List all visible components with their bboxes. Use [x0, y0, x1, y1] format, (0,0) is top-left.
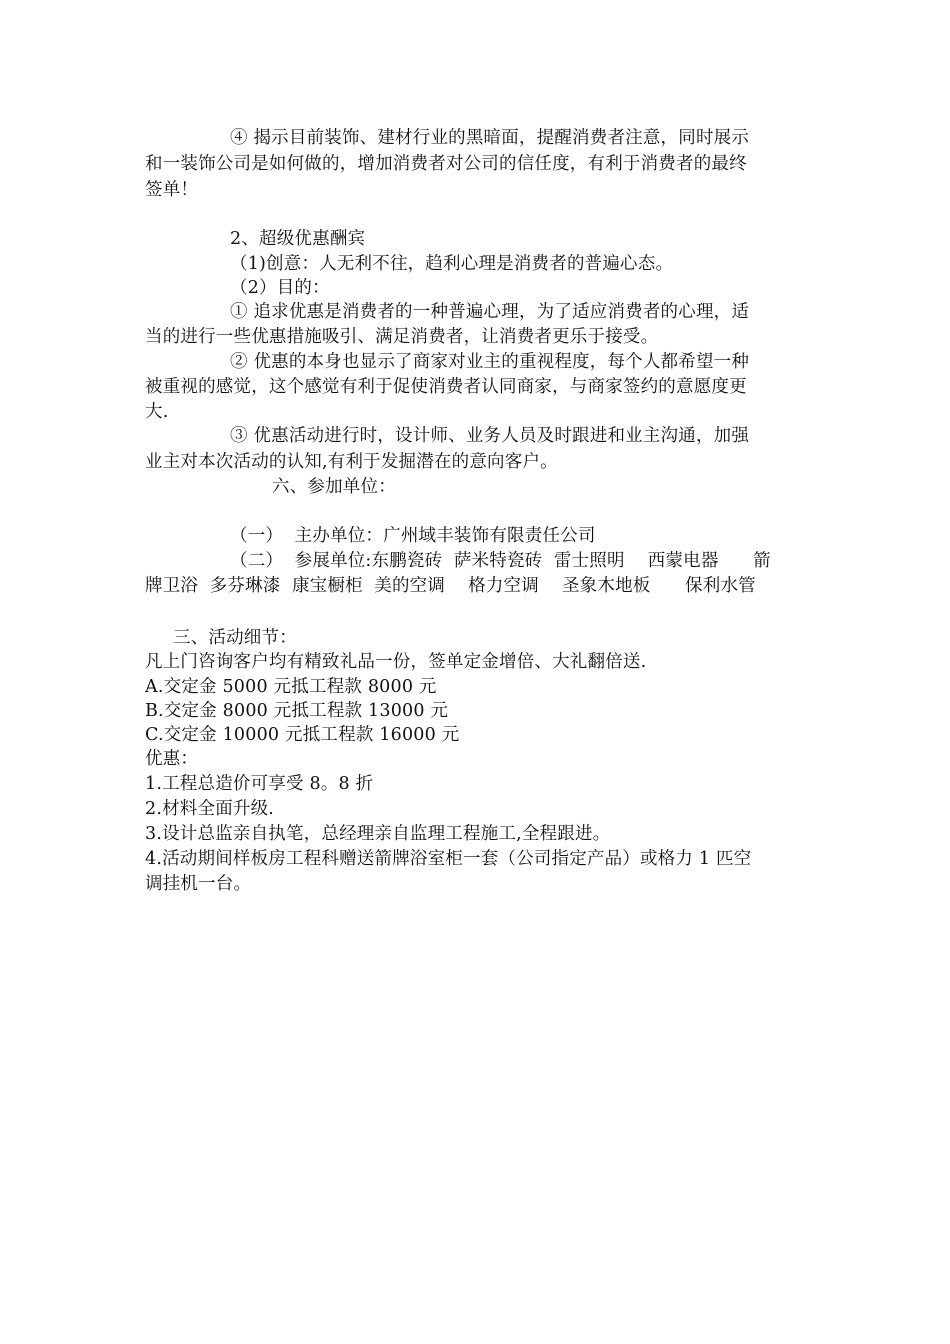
details-benefit-3: 3.设计总监亲自执笔，总经理亲自监理工程施工,全程跟进。: [145, 824, 611, 844]
discount-point2-line3: 大.: [145, 402, 169, 422]
participants-exhibitors-line1: （二） 参展单位:东鹏瓷砖 萨米特瓷砖 雷士照明 西蒙电器 箭: [230, 551, 771, 571]
discount-heading: 2、超级优惠酬宾: [230, 229, 366, 249]
discount-point3-line1: ③ 优惠活动进行时，设计师、业务人员及时跟进和业主沟通，加强: [230, 426, 750, 446]
details-benefit-1: 1.工程总造价可享受 8。8 折: [145, 774, 374, 794]
participants-organizer: （一） 主办单位：广州域丰装饰有限责任公司: [230, 526, 596, 546]
details-benefits-label: 优惠：: [145, 749, 199, 769]
participants-heading: 六、参加单位：: [272, 477, 396, 497]
discount-point1-line1: ① 追求优惠是消费者的一种普遍心理，为了适应消费者的心理，适: [230, 302, 750, 322]
discount-point3-line2: 业主对本次活动的认知,有利于发掘潜在的意向客户。: [145, 452, 558, 472]
discount-point1-line2: 当的进行一些优惠措施吸引、满足消费者，让消费者更乐于接受。: [145, 327, 659, 347]
details-heading: 三、活动细节：: [173, 628, 297, 648]
details-option-a: A.交定金 5000 元抵工程款 8000 元: [145, 677, 437, 697]
discount-purpose-label: （2）目的：: [230, 278, 330, 298]
reveal-point4-line3: 签单！: [145, 180, 199, 200]
details-intro: 凡上门咨询客户均有精致礼品一份，签单定金增倍、大礼翻倍送.: [145, 652, 647, 672]
discount-point2-line2: 被重视的感觉，这个感觉有利于促使消费者认同商家，与商家签约的意愿度更: [145, 377, 747, 397]
discount-idea: （1)创意：人无利不往，趋利心理是消费者的普遍心态。: [230, 254, 674, 274]
participants-exhibitors-line2: 牌卫浴 多芬琳漆 康宝橱柜 美的空调 格力空调 圣象木地板 保利水管: [145, 576, 756, 596]
details-option-b: B.交定金 8000 元抵工程款 13000 元: [145, 701, 449, 721]
details-option-c: C.交定金 10000 元抵工程款 16000 元: [145, 725, 460, 745]
reveal-point4-line2: 和一装饰公司是如何做的，增加消费者对公司的信任度，有利于消费者的最终: [145, 154, 747, 174]
reveal-point4-line1: ④ 揭示目前装饰、建材行业的黑暗面，提醒消费者注意，同时展示: [230, 128, 750, 148]
discount-point2-line1: ② 优惠的本身也显示了商家对业主的重视程度，每个人都希望一种: [230, 352, 750, 372]
details-benefit-4-line2: 调挂机一台。: [145, 874, 252, 894]
details-benefit-4-line1: 4.活动期间样板房工程科赠送箭牌浴室柜一套（公司指定产品）或格力 1 匹空: [145, 849, 752, 869]
details-benefit-2: 2.材料全面升级.: [145, 799, 275, 819]
